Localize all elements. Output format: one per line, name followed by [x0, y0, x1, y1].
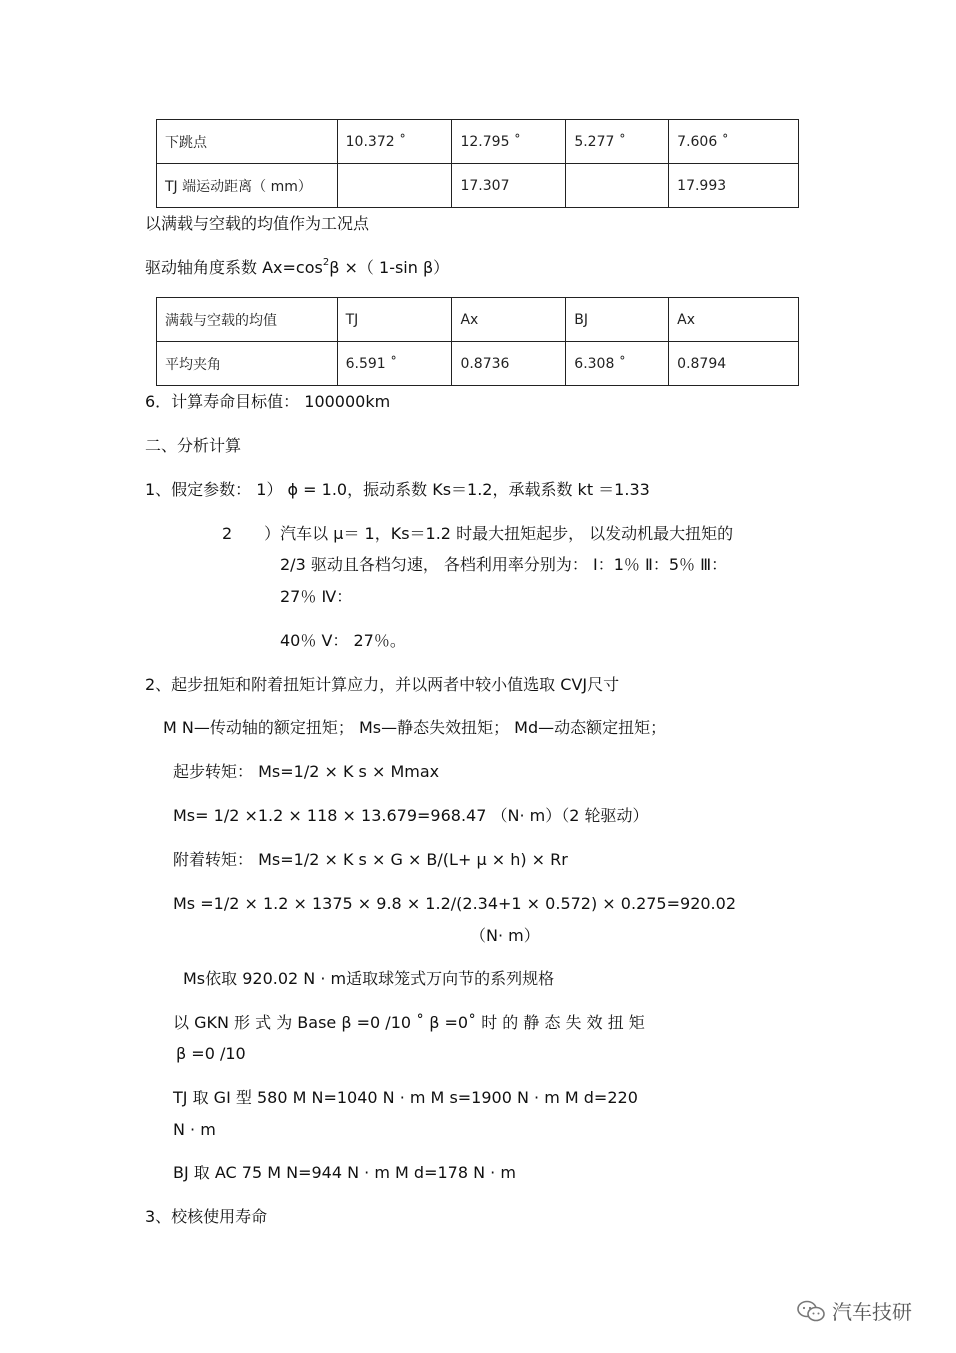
table-row: [157, 342, 799, 386]
table-cell: 12.795 ˚: [452, 120, 566, 164]
table-cell: 平均夹角: [157, 342, 338, 386]
life-check-heading: 3、校核使用寿命: [145, 1207, 268, 1226]
watermark: [796, 1296, 912, 1325]
assumption-line-2: 2 ）汽车以 μ＝ 1，Ks＝1.2 时最大扭矩起步， 以发动机最大扭矩的: [222, 524, 734, 543]
table-cell: 17.993: [669, 164, 799, 208]
table-cell: TJ: [337, 298, 452, 342]
table-cell: Ax: [452, 298, 566, 342]
adhesion-torque-value: Ms =1/2 × 1.2 × 1375 × 9.8 × 1.2/(2.34+1 × 0.572) × 0.275=920.02: [173, 894, 736, 913]
gkn-base-line: 以 GKN 形 式 为 Base β =0 /10 ˚ β =0˚ 时 的 静 态 失 效 扭 矩: [173, 1013, 645, 1032]
ax-formula-line: [145, 258, 449, 281]
table-cell: BJ: [566, 298, 669, 342]
table-cell: 7.606 ˚: [669, 120, 799, 164]
table-row: [157, 120, 799, 164]
table-cell: TJ 端运动距离（ mm）: [157, 164, 338, 208]
watermark-text: 汽车技研: [832, 1300, 912, 1324]
table-row: [157, 298, 799, 342]
condition-line: 以满载与空载的均值作为工况点: [145, 214, 370, 233]
table-cell: 5.277 ˚: [566, 120, 669, 164]
table-average-angles: [156, 297, 799, 386]
bj-spec-line: BJ 取 AC 75 M N=944 N · m M d=178 N · m: [173, 1163, 516, 1182]
table-cell: 0.8736: [452, 342, 566, 386]
table-cell: 17.307: [452, 164, 566, 208]
torque-definitions: M N—传动轴的额定扭矩； Ms—静态失效扭矩； Md—动态额定扭矩；: [163, 718, 667, 737]
assumption-line-5: 40％ Ⅴ： 27％。: [280, 631, 406, 650]
adhesion-torque-unit: （N· m）: [470, 926, 540, 945]
table-cell: 满载与空载的均值: [157, 298, 338, 342]
section-heading: 二、分析计算: [145, 436, 242, 455]
ax-formula-prefix: 驱动轴角度系数 Ax=cos: [145, 258, 323, 277]
selection-line: Ms依取 920.02 N · m适取球笼式万向节的系列规格: [183, 969, 555, 988]
table-cell: 下跳点: [157, 120, 338, 164]
assumption-line-1: 1、假定参数： 1） ϕ = 1.0，振动系数 Ks＝1.2，承载系数 kt ＝1.33: [145, 480, 650, 499]
wechat-icon: [796, 1299, 826, 1323]
ax-formula-sup: 2: [322, 257, 330, 268]
start-torque-value: Ms= 1/2 ×1.2 × 118 × 13.679=968.47 （N· m）（2 轮驱动）: [173, 806, 649, 825]
gkn-beta-line: β =0 /10: [176, 1044, 246, 1063]
torque-heading: 2、起步扭矩和附着扭矩计算应力，并以两者中较小值选取 CVJ尺寸: [145, 675, 620, 694]
tj-spec-line: TJ 取 GI 型 580 M N=1040 N · m M s=1900 N · m M d=220: [173, 1088, 638, 1107]
adhesion-torque-formula: 附着转矩： Ms=1/2 × K s × G × B/(L+ μ × h) × Rr: [173, 850, 568, 869]
table-cell: [337, 164, 452, 208]
assumption-line-4: 27％ Ⅳ：: [280, 587, 353, 606]
target-life-line: 6．计算寿命目标值： 100000km: [145, 392, 391, 411]
table-cell: 0.8794: [669, 342, 799, 386]
table-cell: 6.591 ˚: [337, 342, 452, 386]
table-swing-points: [156, 119, 799, 208]
table-cell: Ax: [669, 298, 799, 342]
table-cell: [566, 164, 669, 208]
table-cell: 10.372 ˚: [337, 120, 452, 164]
start-torque-formula: 起步转矩： Ms=1/2 × K s × Mmax: [173, 762, 440, 781]
assumption-line-3: 2/3 驱动且各档匀速， 各档利用率分别为： Ⅰ：1％ Ⅱ：5％ Ⅲ：: [280, 555, 728, 574]
tj-spec-unit: N · m: [173, 1120, 216, 1139]
table-cell: 6.308 ˚: [566, 342, 669, 386]
table-row: [157, 164, 799, 208]
ax-formula-suffix: β ×（ 1-sin β）: [329, 258, 450, 277]
